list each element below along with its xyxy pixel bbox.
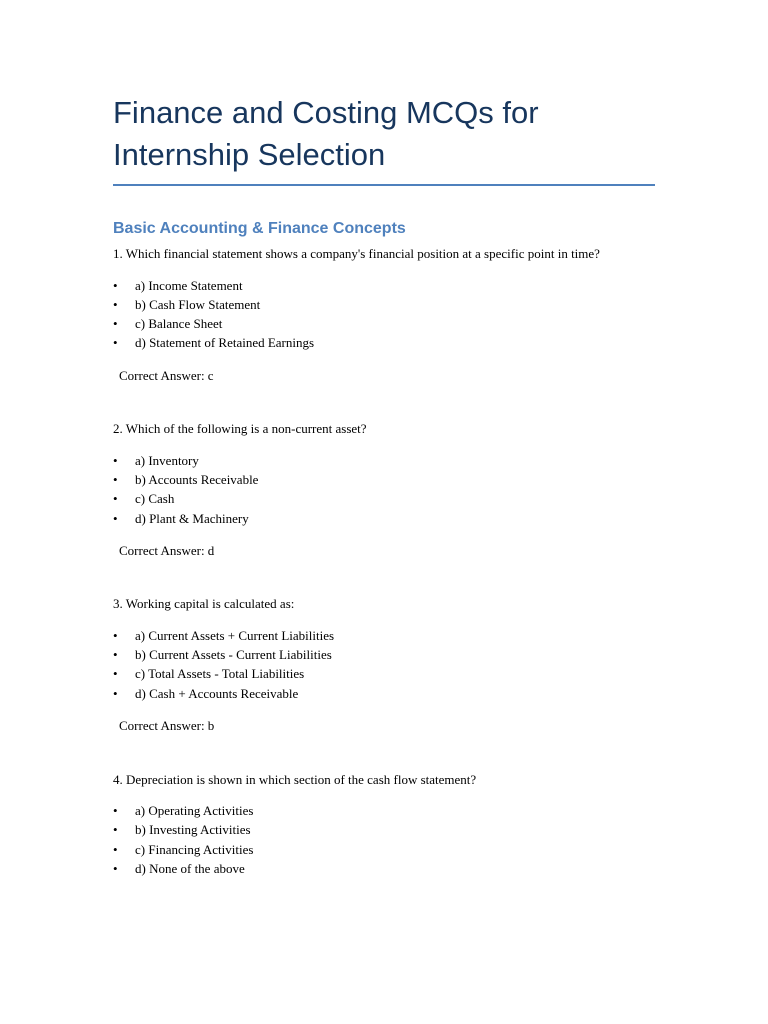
option-item — [113, 451, 655, 470]
bullet-icon: • — [113, 803, 118, 819]
correct-answer: Correct Answer: c — [119, 367, 214, 383]
option-label: b) Cash Flow Statement — [135, 296, 261, 312]
question-text: 1. Which financial statement shows a company's financial position at a specific point in time? — [113, 246, 600, 261]
question-block — [113, 770, 655, 879]
correct-answer: Correct Answer: d — [119, 542, 215, 558]
option-item — [113, 333, 655, 352]
option-item — [113, 645, 655, 664]
question-block — [113, 419, 655, 560]
option-label: c) Total Assets - Total Liabilities — [135, 666, 305, 682]
option-item — [113, 664, 655, 683]
title-underline — [113, 184, 655, 186]
document-title — [113, 92, 655, 176]
option-list — [113, 451, 655, 528]
option-label: c) Balance Sheet — [135, 316, 223, 332]
bullet-icon: • — [113, 452, 118, 468]
section-heading: Basic Accounting & Finance Concepts — [113, 220, 406, 237]
bullet-icon: • — [113, 627, 118, 643]
question-text: 3. Working capital is calculated as: — [113, 596, 295, 612]
option-label: d) None of the above — [135, 860, 245, 876]
option-label: d) Statement of Retained Earnings — [135, 335, 315, 351]
bullet-icon: • — [113, 841, 118, 857]
option-label: c) Financing Activities — [135, 841, 254, 857]
option-item — [113, 509, 655, 528]
bullet-icon: • — [113, 277, 118, 293]
bullet-icon: • — [113, 471, 118, 487]
option-label: b) Current Assets - Current Liabilities — [135, 647, 332, 663]
title-line-2: Internship Selection — [113, 137, 386, 172]
option-label: d) Cash + Accounts Receivable — [135, 685, 299, 701]
option-item — [113, 314, 655, 333]
correct-answer: Correct Answer: b — [119, 718, 215, 734]
option-item — [113, 276, 655, 295]
question-text: 4. Depreciation is shown in which section of the cash flow statement? — [113, 771, 477, 787]
option-label: a) Income Statement — [135, 277, 243, 293]
option-label: a) Operating Activities — [135, 803, 254, 819]
option-label: b) Accounts Receivable — [135, 471, 259, 487]
bullet-icon: • — [113, 335, 118, 351]
bullet-icon: • — [113, 491, 118, 507]
option-item — [113, 859, 655, 878]
bullet-icon: • — [113, 860, 118, 876]
option-label: b) Investing Activities — [135, 822, 251, 838]
bullet-icon: • — [113, 316, 118, 332]
option-list — [113, 801, 655, 878]
question-block — [113, 244, 655, 385]
option-item — [113, 801, 655, 820]
option-label: a) Current Assets + Current Liabilities — [135, 627, 335, 643]
bullet-icon: • — [113, 685, 118, 701]
bullet-icon: • — [113, 822, 118, 838]
option-item — [113, 295, 655, 314]
option-label: c) Cash — [135, 491, 175, 507]
option-label: d) Plant & Machinery — [135, 510, 249, 526]
question-block — [113, 594, 655, 735]
option-list — [113, 626, 655, 703]
bullet-icon: • — [113, 510, 118, 526]
bullet-icon: • — [113, 666, 118, 682]
bullet-icon: • — [113, 647, 118, 663]
bullet-icon: • — [113, 296, 118, 312]
option-item — [113, 820, 655, 839]
option-item — [113, 840, 655, 859]
option-list — [113, 276, 655, 353]
option-item — [113, 684, 655, 703]
question-text: 2. Which of the following is a non-current asset? — [113, 421, 367, 437]
option-item — [113, 470, 655, 489]
option-item — [113, 489, 655, 508]
title-line-1: Finance and Costing MCQs for — [113, 95, 539, 130]
option-label: a) Inventory — [135, 452, 199, 468]
option-item — [113, 626, 655, 645]
